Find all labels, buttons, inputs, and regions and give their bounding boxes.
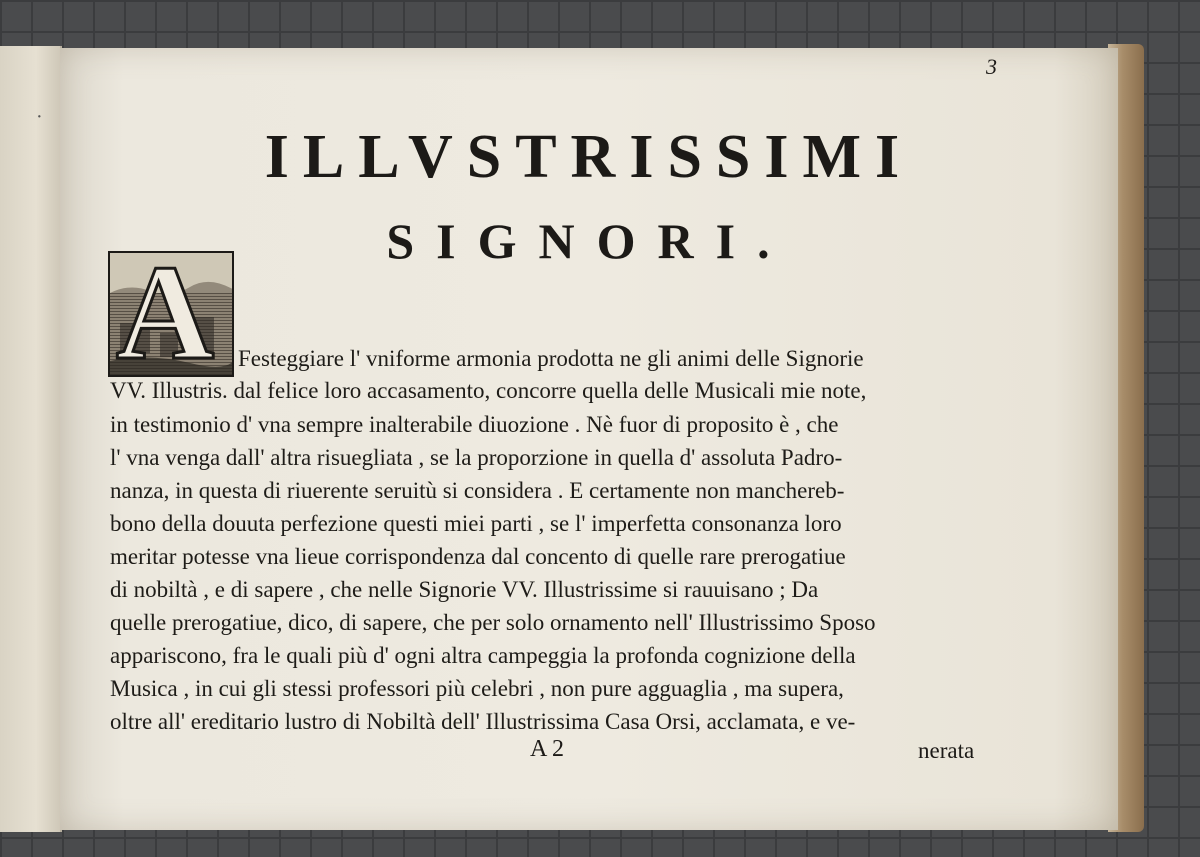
signature-mark: A 2 (530, 736, 565, 762)
text-line: appariscono, fra le quali più d' ogni altra campeggia la profonda cognizione della (110, 643, 856, 668)
text-line: di nobiltà , e di sapere , che nelle Signorie VV. Illustrissime si rauuisano ; Da (110, 577, 819, 602)
initial-letter: A (116, 251, 215, 377)
page-subtitle: SIGNORI. (386, 213, 792, 269)
text-line: in testimonio d' vna sempre inalterabile diuozione . Nè fuor di proposito è , che (110, 412, 839, 437)
text-line: Musica , in cui gli stessi professori più celebri , non pure agguaglia , ma supera, (110, 676, 844, 701)
text-line: VV. Illustris. dal felice loro accasamento, concorre quella delle Musicali mie note, (110, 378, 867, 403)
text-line: l' vna venga dall' altra risuegliata , se la proporzione in quella d' assoluta Padro- (110, 445, 843, 470)
page-mark: · (36, 106, 43, 128)
page-folio: 3 (986, 54, 997, 79)
page-title: ILLVSTRISSIMI (264, 123, 914, 191)
left-page-edge (0, 46, 62, 832)
text-line: quelle prerogatiue, dico, di sapere, che per solo ornamento nell' Illustrissimo Sposo (110, 610, 876, 635)
text-line: bono della douuta perfezione questi miei parti , se l' imperfetta consonanza loro (110, 511, 842, 536)
decorated-initial (108, 251, 234, 377)
text-line: oltre all' ereditario lustro di Nobiltà dell' Illustrissima Casa Orsi, acclamata, e ve- (110, 709, 856, 734)
text-line: meritar potesse vna lieue corrispondenza dal concento di quelle rare prerogatiue (110, 544, 846, 569)
text-line: nanza, in questa di riuerente seruitù si considera . E certamente non mancherеb- (110, 478, 845, 503)
text-line: Festeggiare l' vniforme armonia prodotta ne gli animi delle Signorie (238, 346, 864, 371)
catchword: nerata (918, 738, 975, 763)
book-page (60, 48, 1118, 830)
